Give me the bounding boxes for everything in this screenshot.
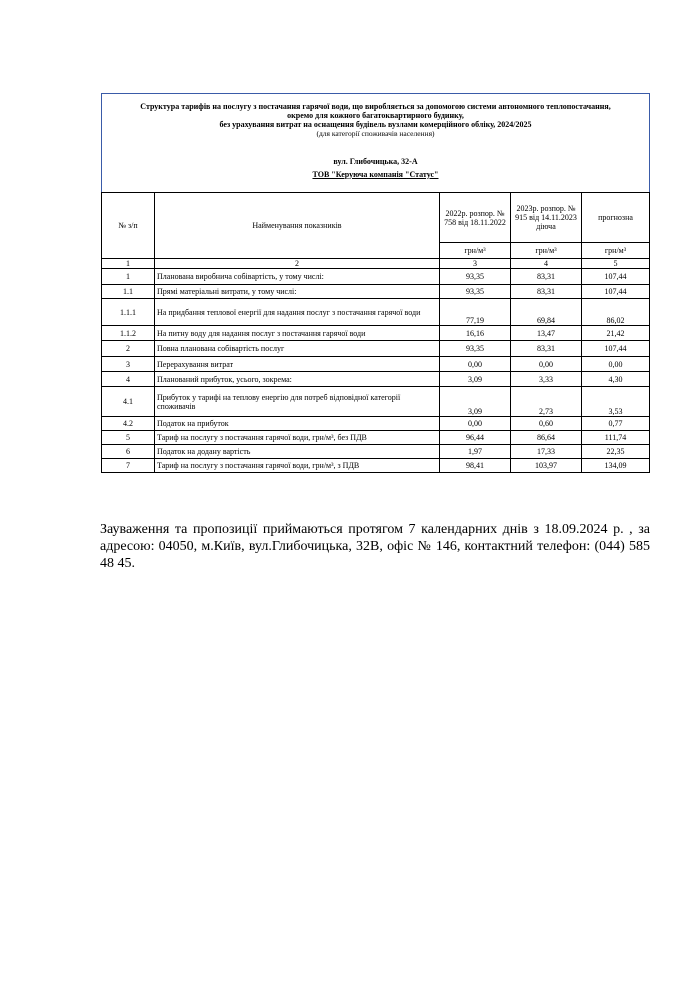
- value-2022: 3,09: [440, 387, 511, 417]
- row-name: Прибуток у тарифі на теплову енергію для потреб відповідної категорії споживачів: [155, 387, 440, 417]
- row-name: Планований прибуток, усього, зокрема:: [155, 372, 440, 387]
- title-line-2: окремо для кожного багатоквартирного будинку,: [287, 110, 464, 120]
- value-2022: 96,44: [440, 431, 511, 445]
- value-2023: 0,00: [511, 357, 582, 372]
- value-forecast: 111,74: [582, 431, 650, 445]
- tariff-structure-table: [101, 93, 650, 473]
- row-name: Прямі матеріальні витрати, у тому числі:: [155, 285, 440, 299]
- row-name: На придбання теплової енергії для надання послуг з постачання гарячої води: [155, 299, 440, 326]
- value-2023: 17,33: [511, 445, 582, 459]
- value-2022: 93,35: [440, 269, 511, 285]
- header-2022: 2022р. розпор. № 758 від 18.11.2022: [440, 193, 511, 243]
- value-2022: 98,41: [440, 459, 511, 473]
- value-2023: 83,31: [511, 285, 582, 299]
- row-number: 4.1: [102, 387, 155, 417]
- table-row: [102, 431, 650, 445]
- value-2023: 13,47: [511, 326, 582, 341]
- table-title: [102, 94, 650, 144]
- row-number: 1.1.1: [102, 299, 155, 326]
- title-line-1: Структура тарифів на послугу з постачання гарячої води, що виробляється за допомогою системи автономного теплопостачання,: [140, 101, 611, 111]
- table-row: [102, 299, 650, 326]
- value-forecast: 3,53: [582, 387, 650, 417]
- company-title: ТОВ "Керуюча компанія "Статус": [312, 169, 439, 179]
- header-forecast: прогнозна: [582, 193, 650, 243]
- row-name: Тариф на послугу з постачання гарячої води, грн/м³, з ПДВ: [155, 459, 440, 473]
- value-forecast: 86,02: [582, 299, 650, 326]
- value-2022: 3,09: [440, 372, 511, 387]
- table-row: [102, 459, 650, 473]
- unit-2023: грн/м³: [511, 243, 582, 259]
- column-index: 4: [511, 259, 582, 269]
- row-number: 7: [102, 459, 155, 473]
- table-row: [102, 326, 650, 341]
- row-number: 1: [102, 269, 155, 285]
- value-2022: 93,35: [440, 285, 511, 299]
- value-2022: 0,00: [440, 417, 511, 431]
- row-number: 3: [102, 357, 155, 372]
- notice-text: Зауваження та пропозиції приймаються протягом 7 календарних днів з 18.09.2024 р. , за адресою: 04050, м.Київ, вул.Глибочицька, 32В, офіс № 146, контактний телефон: (044) 585 48 45.: [100, 522, 650, 571]
- value-2022: 0,00: [440, 357, 511, 372]
- table-row: [102, 417, 650, 431]
- column-index: 3: [440, 259, 511, 269]
- row-number: 1.1: [102, 285, 155, 299]
- table-row: [102, 387, 650, 417]
- table-row: [102, 357, 650, 372]
- value-forecast: 0,77: [582, 417, 650, 431]
- value-forecast: 0,00: [582, 357, 650, 372]
- row-number: 4.2: [102, 417, 155, 431]
- header-2023: 2023р. розпор. № 915 від 14.11.2023 діюча: [511, 193, 582, 243]
- value-2023: 2,73: [511, 387, 582, 417]
- row-name: Тариф на послугу з постачання гарячої води, грн/м³, без ПДВ: [155, 431, 440, 445]
- row-number: 5: [102, 431, 155, 445]
- column-index: 2: [155, 259, 440, 269]
- value-forecast: 107,44: [582, 285, 650, 299]
- address-title: вул. Глибочицька, 32-А: [333, 156, 418, 166]
- column-index: 1: [102, 259, 155, 269]
- row-name: Повна планована собівартість послуг: [155, 341, 440, 357]
- title-line-3: без урахування витрат на оснащення будівель вузлами комерційного обліку, 2024/2025: [219, 119, 532, 129]
- header-num: № з/п: [102, 193, 155, 259]
- column-index: 5: [582, 259, 650, 269]
- value-forecast: 107,44: [582, 341, 650, 357]
- row-name: На питну воду для надання послуг з постачання гарячої води: [155, 326, 440, 341]
- value-2023: 86,64: [511, 431, 582, 445]
- value-forecast: 22,35: [582, 445, 650, 459]
- value-2022: 1,97: [440, 445, 511, 459]
- row-name: Планована виробнича собівартість, у тому числі:: [155, 269, 440, 285]
- unit-2022: грн/м³: [440, 243, 511, 259]
- value-2023: 0,60: [511, 417, 582, 431]
- unit-forecast: грн/м³: [582, 243, 650, 259]
- value-2022: 16,16: [440, 326, 511, 341]
- value-2023: 83,31: [511, 269, 582, 285]
- comments-notice: [100, 521, 650, 572]
- value-2023: 3,33: [511, 372, 582, 387]
- table-row: [102, 372, 650, 387]
- value-forecast: 134,09: [582, 459, 650, 473]
- value-forecast: 21,42: [582, 326, 650, 341]
- value-2023: 83,31: [511, 341, 582, 357]
- row-number: 4: [102, 372, 155, 387]
- row-number: 2: [102, 341, 155, 357]
- table-row: [102, 445, 650, 459]
- value-2022: 77,19: [440, 299, 511, 326]
- title-line-4: (для категорії споживачів населення): [316, 128, 435, 138]
- value-2022: 93,35: [440, 341, 511, 357]
- value-2023: 69,84: [511, 299, 582, 326]
- header-name: Найменування показників: [155, 193, 440, 259]
- row-number: 1.1.2: [102, 326, 155, 341]
- value-2023: 103,97: [511, 459, 582, 473]
- value-forecast: 107,44: [582, 269, 650, 285]
- row-name: Податок на додану вартість: [155, 445, 440, 459]
- value-forecast: 4,30: [582, 372, 650, 387]
- table-row: [102, 269, 650, 285]
- table-row: [102, 285, 650, 299]
- row-name: Перерахування витрат: [155, 357, 440, 372]
- row-number: 6: [102, 445, 155, 459]
- row-name: Податок на прибуток: [155, 417, 440, 431]
- table-row: [102, 341, 650, 357]
